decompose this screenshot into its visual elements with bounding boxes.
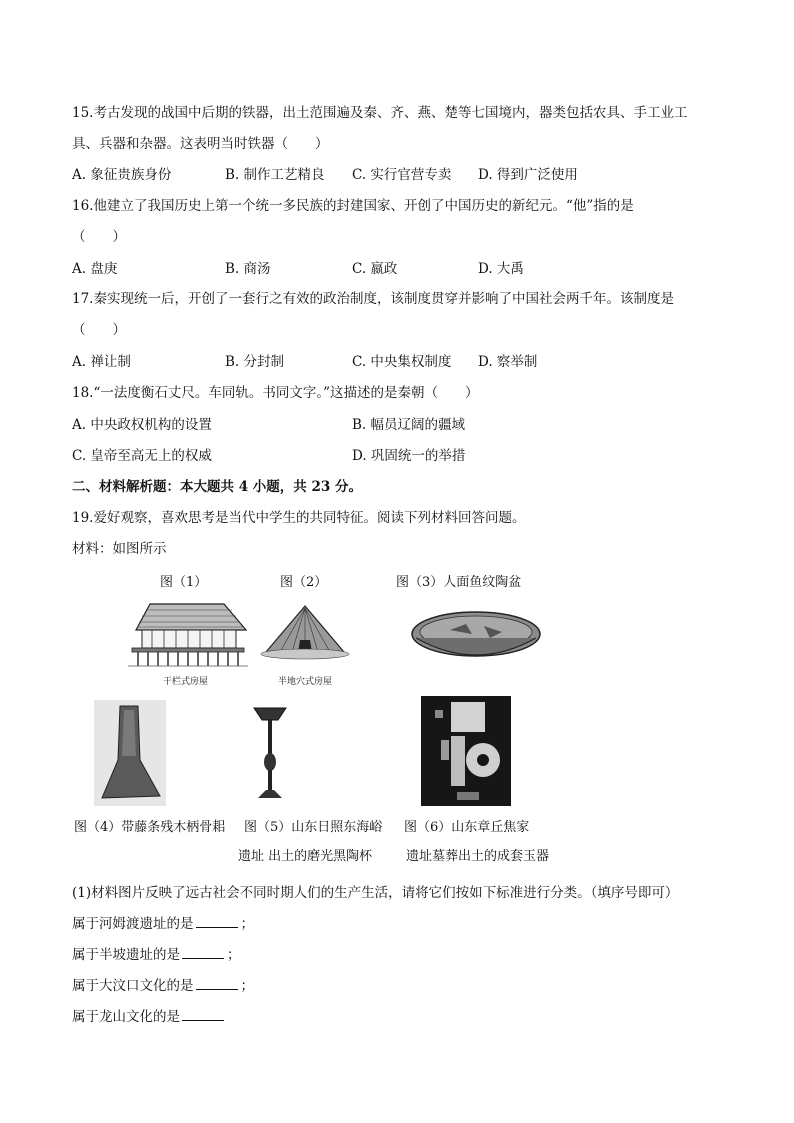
fig3-label: 图（3）人面鱼纹陶盆 [396,575,522,590]
q15-stem-line1: 15.考古发现的战国中后期的铁器，出土范围遍及秦、齐、燕、楚等七国境内，器类包括农具、手工业工 [72,105,688,121]
q18-option-a: A. 中央政权机构的设置 [72,417,212,433]
q17-stem-line2: （ ） [72,322,126,338]
q19-stem: 19.爱好观察，喜欢思考是当代中学生的共同特征。阅读下列材料回答问题。 [72,510,526,526]
q18-stem: 18.“一法度衡石丈尺。车同轨。书同文字。”这描述的是秦朝（ ） [72,385,479,401]
answer-blank[interactable] [182,1008,224,1021]
q17-option-d: D. 察举制 [478,354,538,370]
fig6-caption-line2: 遗址墓葬出土的成套玉器 [406,849,550,864]
answer-suffix: ； [240,978,254,994]
answer-suffix: ； [227,947,241,963]
stilt-house-image [128,600,248,672]
bone-spade-image [94,700,166,806]
q16-option-b: B. 商汤 [225,261,271,277]
q19-sub1: (1)材料图片反映了远古社会不同时期人们的生产生活，请将它们按如下标准进行分类。（填序号即可） [72,885,679,901]
q16-stem-line1: 16.他建立了我国历史上第一个统一多民族的封建国家、开创了中国历史的新纪元。“他”指的是 [72,198,634,214]
answer-label: 属于半坡遗址的是 [72,947,180,963]
q17-option-a: A. 禅让制 [72,354,131,370]
fig2-caption: 半地穴式房屋 [278,677,333,687]
fig6-caption-line1: 图（6）山东章丘焦家 [404,820,530,835]
pottery-basin-image [410,608,542,670]
answer-row-banpo [72,946,241,964]
answer-label: 属于龙山文化的是 [72,1009,180,1025]
q16-stem-line2: （ ） [72,229,126,245]
section-heading: 二、材料解析题：本大题共 4 小题，共 23 分。 [72,479,362,495]
answer-row-hemudu [72,915,254,933]
q16-option-c: C. 嬴政 [352,261,398,277]
q17-option-c: C. 中央集权制度 [352,354,452,370]
black-pottery-cup-image [250,706,290,802]
q19-material-label: 材料：如图所示 [72,541,167,557]
q17-option-b: B. 分封制 [225,354,285,370]
answer-label: 属于大汶口文化的是 [72,978,194,994]
q15-option-c: C. 实行官营专卖 [352,167,452,183]
semi-pit-house-image [260,604,350,668]
q17-stem-line1: 17.秦实现统一后，开创了一套行之有效的政治制度，该制度贯穿并影响了中国社会两千年。该制度是 [72,291,674,307]
answer-blank[interactable] [182,946,224,959]
q18-option-c: C. 皇帝至高无上的权威 [72,448,212,464]
fig5-caption-line2: 遗址 出土的磨光黑陶杯 [238,849,373,864]
q15-option-b: B. 制作工艺精良 [225,167,325,183]
answer-label: 属于河姆渡遗址的是 [72,916,194,932]
q16-option-a: A. 盘庚 [72,261,118,277]
q15-option-a: A. 象征贵族身份 [72,167,172,183]
q15-stem-line2: 具、兵器和杂器。这表明当时铁器（ ） [72,136,329,152]
fig5-caption-line1: 图（5）山东日照东海峪 [244,820,383,835]
jade-set-image [421,696,511,806]
fig1-caption: 干栏式房屋 [163,677,209,687]
fig4-caption: 图（4）带藤条残木柄骨耜 [74,820,226,835]
q16-option-d: D. 大禹 [478,261,524,277]
answer-row-longshan [72,1008,227,1026]
answer-blank[interactable] [196,915,238,928]
answer-row-dawenkou [72,977,254,995]
q18-option-d: D. 巩固统一的举措 [352,448,466,464]
answer-blank[interactable] [196,977,238,990]
q18-option-b: B. 幅员辽阔的疆域 [352,417,466,433]
q15-option-d: D. 得到广泛使用 [478,167,578,183]
fig2-label: 图（2） [280,575,328,590]
answer-suffix: ； [240,916,254,932]
fig1-label: 图（1） [160,575,208,590]
